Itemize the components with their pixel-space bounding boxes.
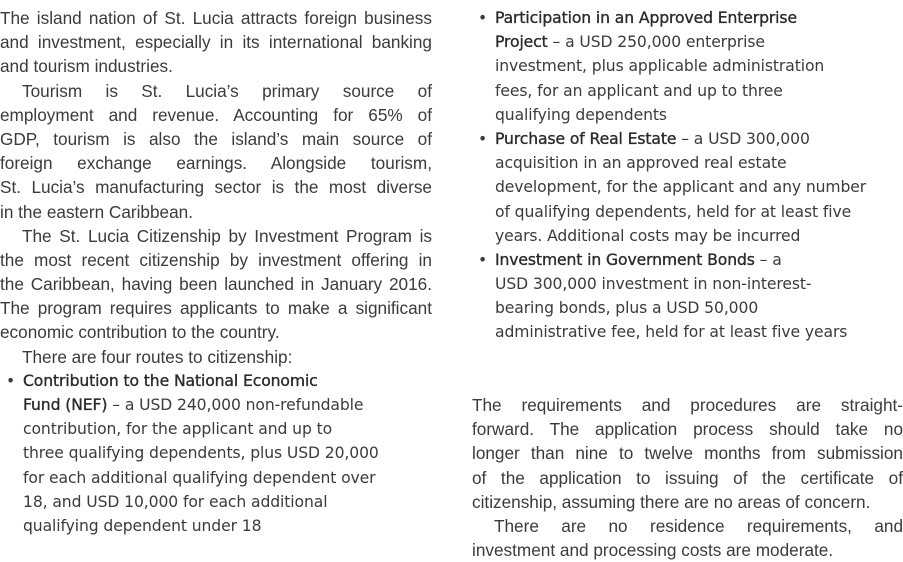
- bullet-line: [472, 79, 903, 103]
- paragraph-line: There are no residence requirements, and: [494, 515, 903, 536]
- bullet-text: for each additional qualifying dependent over: [23, 468, 376, 487]
- bullet-line: [472, 151, 903, 175]
- bullet-text: qualifying dependents: [495, 105, 667, 124]
- bullet-line: [472, 6, 903, 30]
- paragraph: [0, 79, 432, 224]
- bullet-text: USD 300,000 investment in non-interest-: [495, 275, 812, 294]
- bullet-line: [472, 127, 903, 151]
- paragraph: [472, 514, 903, 562]
- bullet-line: [472, 272, 903, 296]
- bullet-line: [472, 200, 903, 224]
- paragraph: [472, 393, 903, 514]
- paragraph-line: and tourism industries.: [0, 56, 173, 77]
- paragraph-line: employment and revenue. Accounting for 65% of: [0, 104, 432, 125]
- bullet-item: [472, 248, 903, 345]
- bullet-icon: •: [478, 9, 488, 27]
- paragraph-line: forward. The application process should take no: [472, 419, 903, 440]
- bullet-heading: Contribution to the National Economic: [23, 371, 318, 390]
- bullet-text: – a USD 300,000: [676, 129, 810, 148]
- bullet-heading: Participation in an Approved Enterprise: [495, 9, 797, 27]
- bullet-text: – a: [754, 250, 782, 269]
- bullet-text: 18, and USD 10,000 for each additional: [23, 492, 328, 511]
- paragraph-line: and investment, especially in its international banking: [0, 32, 432, 53]
- bullet-text: qualifying dependent under 18: [23, 516, 262, 535]
- paragraph-line: GDP, tourism is also the island’s main source of: [0, 128, 432, 149]
- bullet-text: contribution, for the applicant and up to: [23, 420, 333, 439]
- bullet-line: [0, 490, 432, 514]
- bullet-line: [472, 30, 903, 54]
- bullet-line: [472, 103, 903, 127]
- bullet-icon: •: [6, 371, 16, 390]
- bullet-text: of qualifying dependents, held for at least five: [495, 202, 852, 221]
- bullet-line: [472, 175, 903, 199]
- paragraph-line: The program requires applicants to make a significant: [0, 298, 432, 319]
- paragraph-line: the Caribbean, having been launched in January 2016.: [0, 274, 432, 295]
- bullet-line: [0, 441, 432, 465]
- right-column: [472, 6, 903, 562]
- bullet-text: years. Additional costs may be incurred: [495, 226, 801, 245]
- bullet-item: [0, 369, 432, 538]
- bullet-text: – a USD 250,000 enterprise: [547, 33, 765, 52]
- bullet-line: [472, 224, 903, 248]
- paragraph-line: investment and processing costs are moderate.: [472, 540, 834, 561]
- bullet-line: [0, 514, 432, 538]
- paragraph-line: foreign exchange earnings. Alongside tourism,: [0, 153, 432, 174]
- bullet-line: [472, 54, 903, 78]
- bullet-text: – a USD 240,000 non-refundable: [107, 396, 364, 414]
- paragraph-line: There are four routes to citizenship:: [22, 346, 293, 367]
- bullet-text: administrative fee, held for at least five years: [495, 323, 848, 342]
- bullet-heading: Purchase of Real Estate: [495, 129, 677, 148]
- paragraph-line: The island nation of St. Lucia attracts foreign business: [0, 8, 432, 28]
- bullet-line: [0, 466, 432, 490]
- paragraph-line: the most recent citizenship by investment offering in: [0, 249, 432, 270]
- bullet-line: [0, 393, 432, 417]
- paragraph: [0, 6, 432, 79]
- bullet-text: development, for the applicant and any number: [495, 178, 867, 197]
- bullet-heading: Project: [495, 33, 548, 52]
- bullet-text: investment, plus applicable administration: [495, 57, 825, 76]
- bullet-icon: •: [478, 129, 488, 148]
- paragraph-line: citizenship, assuming there are no areas of concern.: [472, 491, 871, 512]
- bullet-item: [472, 127, 903, 248]
- bullet-line: [472, 320, 903, 344]
- bullet-heading: Fund (NEF): [23, 396, 108, 414]
- bullet-line: [0, 417, 432, 441]
- spacer: [472, 369, 903, 393]
- bullet-text: acquisition in an approved real estate: [495, 154, 787, 173]
- paragraph-line: The requirements and procedures are straight-: [472, 395, 903, 415]
- bullet-heading: Investment in Government Bonds: [495, 250, 755, 269]
- bullet-icon: •: [478, 250, 488, 269]
- paragraph-line: Tourism is St. Lucia’s primary source of: [22, 80, 432, 101]
- paragraph-line: St. Lucia’s manufacturing sector is the most diverse: [0, 177, 432, 198]
- paragraph-line: longer than nine to twelve months from submission: [472, 443, 903, 464]
- bullet-line: [472, 296, 903, 320]
- paragraph-line: of the application to issuing of the certificate of: [472, 467, 903, 488]
- spacer: [472, 345, 903, 369]
- bullet-item: [472, 6, 903, 127]
- paragraph-line: in the eastern Caribbean.: [0, 201, 194, 222]
- paragraph: [0, 224, 432, 345]
- left-column: [0, 6, 432, 538]
- paragraph: [0, 345, 432, 369]
- bullet-text: bearing bonds, plus a USD 50,000: [495, 299, 759, 318]
- bullet-text: three qualifying dependents, plus USD 20,000: [23, 444, 379, 463]
- bullet-line: [0, 369, 432, 393]
- bullet-text: fees, for an applicant and up to three: [495, 81, 783, 100]
- paragraph-line: economic contribution to the country.: [0, 322, 280, 343]
- paragraph-line: The St. Lucia Citizenship by Investment Program is: [22, 225, 432, 246]
- bullet-line: [472, 248, 903, 272]
